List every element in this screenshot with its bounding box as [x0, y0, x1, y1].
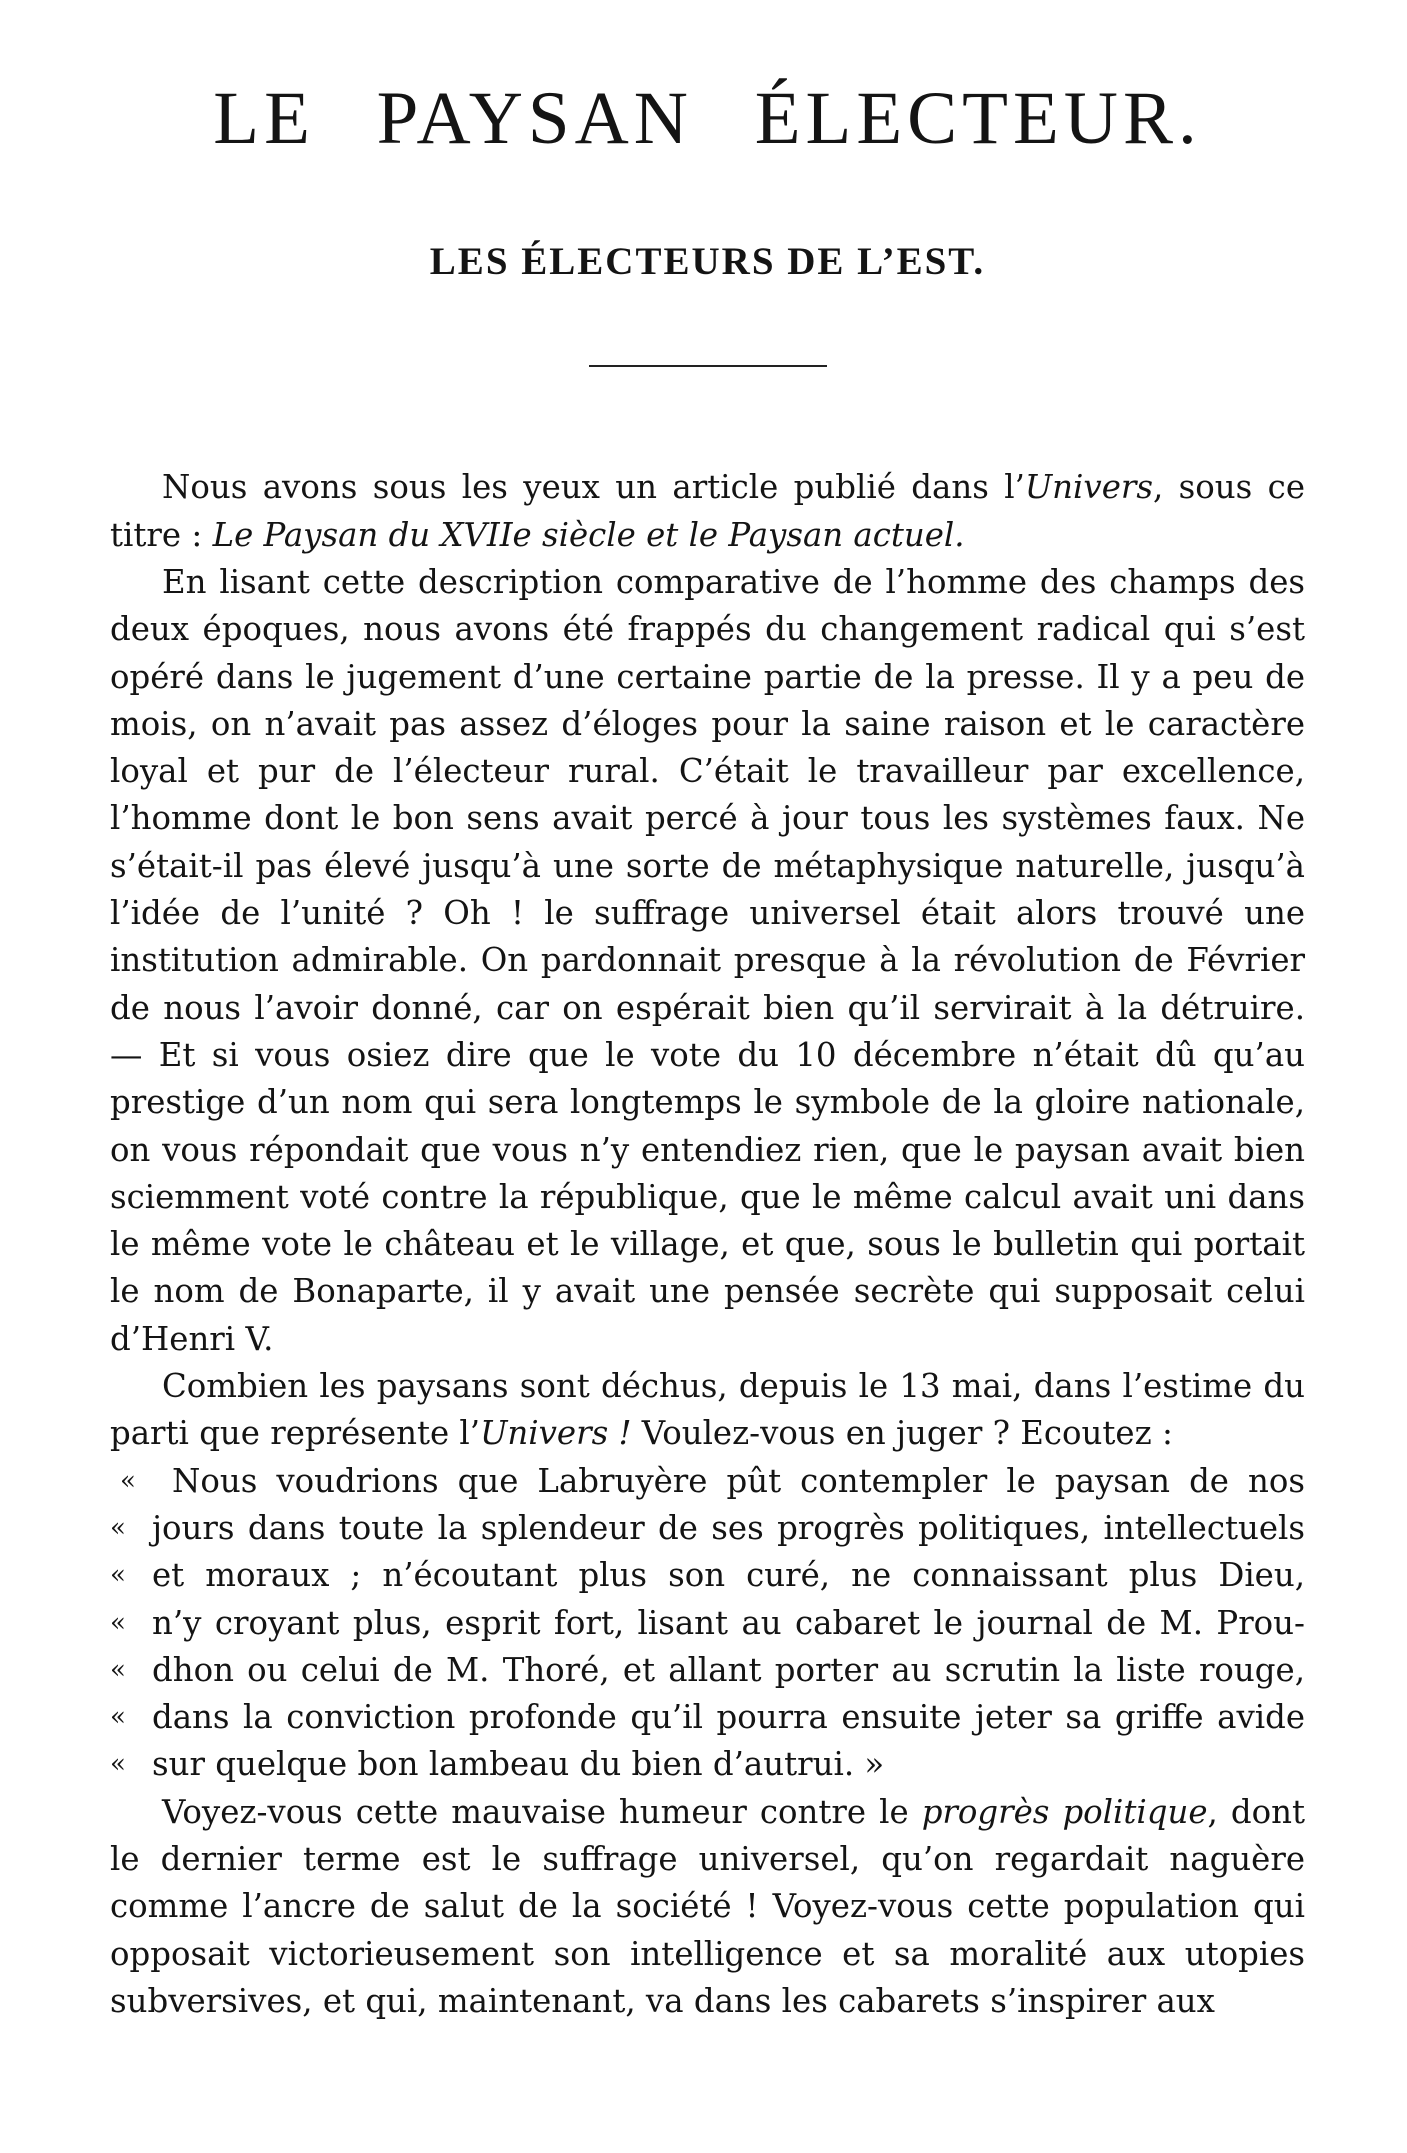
paragraph-2: En lisant cette description comparative de l’homme des champs des deux époques, nous avons été frappés du changement radical qui s’est opéré dans le jugement d’une certaine partie de la presse. Il y a peu de mois, on n’avait pas assez d’éloges pour la saine raison et le caractère loyal et pur de l’électeur rural. C’était le travailleur par excellence, l’homme dont le bon sens avait percé à jour tous les systèmes faux. Ne s’était-il pas élevé jusqu’à une sorte de métaphysique naturelle, jusqu’à l’idée de l’unité ? Oh ! le suffrage universel était alors trouvé une institution admirable. On pardonnait presque à la révolution de Février de nous l’avoir donné, car on espérait bien qu’il servirait à la détruire. — Et si vous osiez dire que le vote du 10 décembre n’était dû qu’au prestige d’un nom qui sera longtemps le symbole de la gloire nationale, on vous répondait que vous n’y entendiez rien, que le paysan avait bien sciemment voté contre la république, que le même calcul avait uni dans le même vote le château et le village, et que, sous le bulletin qui portait le nom de Bonaparte, il y avait une pensée secrète qui supposait celui d’Henri V. — [110, 562, 1305, 1358]
article-body — [110, 464, 1305, 2025]
paragraph-1 — [110, 464, 1305, 559]
quote-line-text: et moraux ; n’écoutant plus son curé, ne connaissant plus Dieu, — [152, 1556, 1305, 1595]
quote-line-text: n’y croyant plus, esprit fort, lisant au cabaret le journal de M. Prou- — [152, 1603, 1305, 1642]
paragraph-3 — [110, 1363, 1305, 1458]
paragraph-1-text-a: Nous avons sous les yeux un article publié dans l’ — [162, 468, 1025, 507]
paragraph-4-text-a: Voyez-vous cette mauvaise humeur contre le — [162, 1792, 922, 1831]
quote-line — [110, 1694, 1305, 1741]
quote-mark: « — [110, 1654, 126, 1685]
page-subtitle: LES ÉLECTEURS DE L’EST. — [429, 239, 986, 283]
emphasis-progres-politique: progrès politique — [921, 1792, 1208, 1831]
quote-mark: « — [110, 1560, 126, 1591]
quote-line-text: Nous voudrions que Labruyère pût contempler le paysan de nos — [172, 1461, 1305, 1500]
paragraph-3-text-b: Voulez-vous en juger ? Ecoutez : — [631, 1414, 1173, 1453]
quote-line — [110, 1458, 1305, 1505]
paragraph-3-text-a: Combien les paysans sont déchus, depuis le 13 mai, dans l’estime du parti que représente l’ — [110, 1367, 1305, 1453]
quote-line — [110, 1647, 1305, 1694]
quote-line-text: jours dans toute la splendeur de ses progrès politiques, intellectuels — [152, 1508, 1305, 1547]
quote-mark: « — [110, 1702, 126, 1733]
quote-line-text: dans la conviction profonde qu’il pourra ensuite jeter sa griffe avide — [152, 1698, 1305, 1737]
quote-mark: « — [120, 1465, 136, 1496]
quotation-block — [110, 1458, 1305, 1789]
univers-title: Univers ! — [480, 1414, 632, 1453]
article-title: Le Paysan du XVIIe siècle et le Paysan actuel. — [212, 515, 965, 554]
quote-mark: « — [110, 1512, 126, 1543]
divider — [589, 365, 827, 367]
quote-mark: « — [110, 1607, 126, 1638]
quote-line-text: dhon ou celui de M. Thoré, et allant porter au scrutin la liste rouge, — [152, 1650, 1305, 1689]
quote-line — [110, 1600, 1305, 1647]
quote-close-mark: » — [864, 1745, 885, 1784]
quote-line — [110, 1741, 1305, 1788]
document-page — [110, 60, 1305, 2025]
quote-line-text — [152, 1741, 1305, 1788]
quote-last-text: sur quelque bon lambeau du bien d’autrui. — [152, 1745, 855, 1784]
quote-line — [110, 1505, 1305, 1552]
paragraph-4-text-b: , dont le dernier terme est le suffrage universel, qu’on regardait naguère comme l’ancre de salut de la société ! Voyez-vous cette population qui opposait victorieusement son intelligence et sa moralité aux utopies subversives, et qui, maintenant, va dans les cabarets s’inspirer aux — [110, 1792, 1305, 2020]
univers-title: Univers — [1024, 468, 1153, 507]
quote-mark: « — [110, 1749, 126, 1780]
paragraph-4 — [110, 1789, 1305, 2025]
quote-line — [110, 1552, 1305, 1599]
paragraph-1-text-b: , sous ce titre : — [110, 468, 1305, 554]
page-title: LE PAYSAN ÉLECTEUR. — [213, 77, 1202, 160]
